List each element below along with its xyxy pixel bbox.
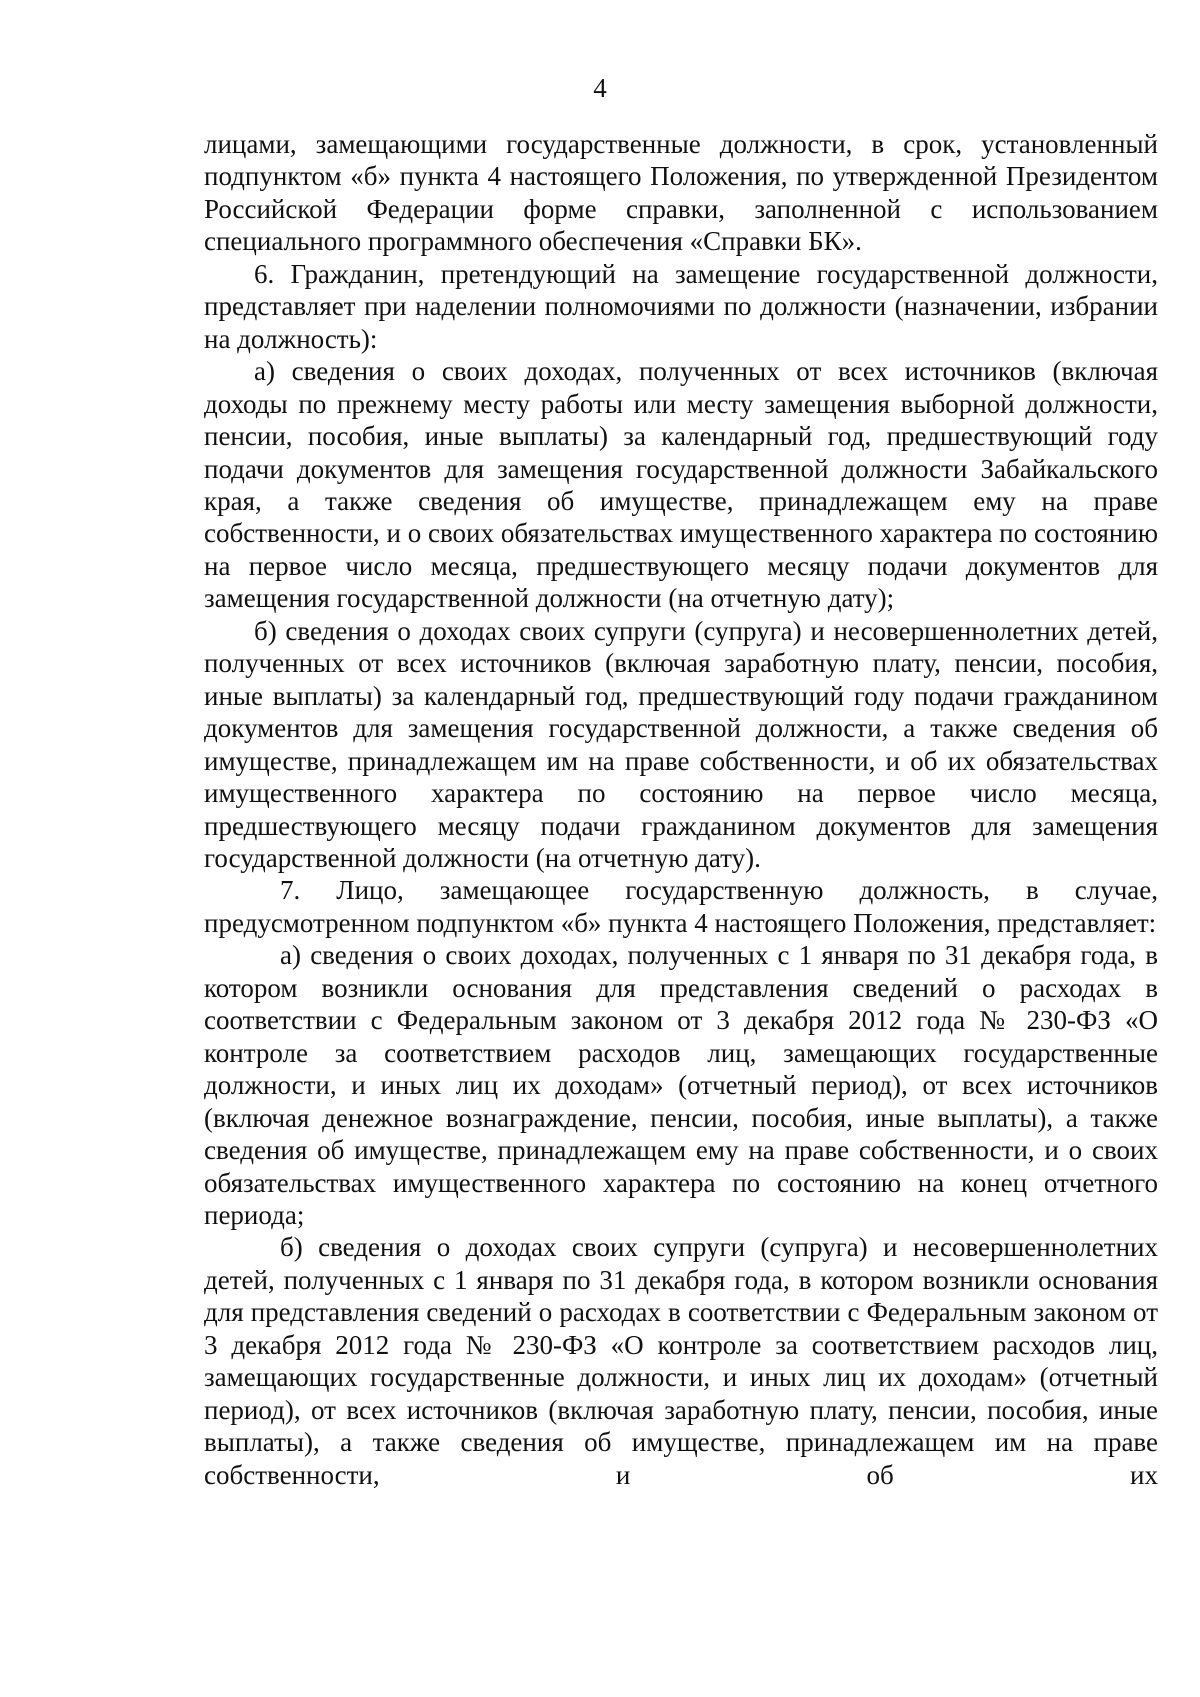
paragraph-item-7a: а) сведения о своих доходах, полученных с 1 января по 31 декабря года, в котором возникли основания для представления сведений о расходах в соответствии с Федеральным законом от 3 декабря 2012 года № 230-ФЗ «О контроле за соответствием расходов лиц, замещающих государственные должности, и иных лиц их доходам» (отчетный период), от всех источников (включая денежное вознаграждение, пенсии, пособия, иные выплаты), а также сведения об имуществе, принадлежащем ему на праве собственности, и о своих обязательствах имущественного характера по состоянию на конец отчетного периода; xyxy=(204,940,1158,1230)
paragraph-item-6b: б) сведения о доходах своих супруги (супруга) и несовершеннолетних детей, полученных от всех источников (включая заработную плату, пенсии, пособия, иные выплаты) за календарный год, предшествующий году подачи гражданином документов для замещения государственной должности, а также сведения об имуществе, принадлежащем им на праве собственности, и об их обязательствах имущественного характера по состоянию на первое число месяца, предшествующего месяцу подачи гражданином документов для замещения государственной должности (на отчетную дату). xyxy=(204,615,1158,873)
document-body xyxy=(204,128,1158,1491)
paragraph-item-6a: а) сведения о своих доходах, полученных от всех источников (включая доходы по прежнему месту работы или месту замещения выборной должности, пенсии, пособия, иные выплаты) за календарный год, предшествующий году подачи документов для замещения государственной должности Забайкальского края, а также сведения об имуществе, принадлежащем ему на праве собственности, и о своих обязательствах имущественного характера по состоянию на первое число месяца, предшествующего месяцу подачи документов для замещения государственной должности (на отчетную дату); xyxy=(204,356,1158,614)
page-number: 4 xyxy=(593,73,607,103)
paragraph-continuation: лицами, замещающими государственные должности, в срок, установленный подпунктом «б» пункта 4 настоящего Положения, по утвержденной Президентом Российской Федерации форме справки, заполненной с использованием специального программного обеспечения «Справки БК». xyxy=(204,129,1158,257)
paragraph-item-7b: б) сведения о доходах своих супруги (супруга) и несовершеннолетних детей, полученных с 1 января по 31 декабря года, в котором возникли основания для представления сведений о расходах в соответствии с Федеральным законом от 3 декабря 2012 года № 230-ФЗ «О контроле за соответствием расходов лиц, замещающих государственные должности, и иных лиц их доходам» (отчетный период), от всех источников (включая заработную плату, пенсии, пособия, иные выплаты), а также сведения об имуществе, принадлежащем им на праве собственности, и об их xyxy=(204,1232,1158,1490)
paragraph-item-7: 7. Лицо, замещающее государственную должность, в случае, предусмотренном подпунктом «б» пункта 4 настоящего Положения, представляет: xyxy=(204,875,1158,938)
paragraph-item-6: 6. Гражданин, претендующий на замещение государственной должности, представляет при наделении полномочиями по должности (назначении, избрании на должность): xyxy=(204,258,1158,354)
